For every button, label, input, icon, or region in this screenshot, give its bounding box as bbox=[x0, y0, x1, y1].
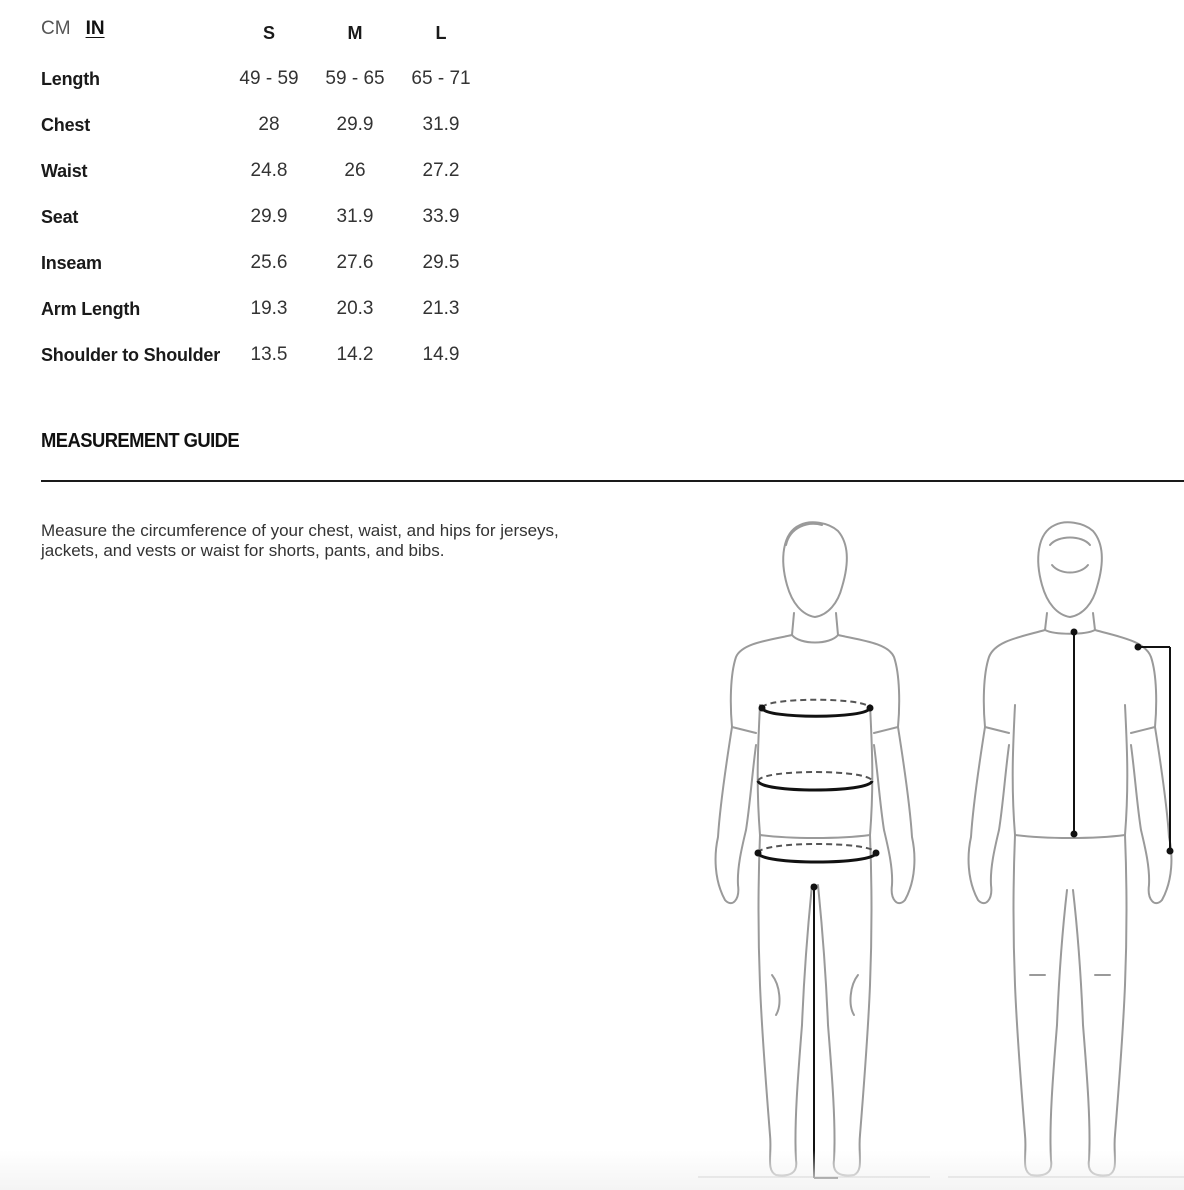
table-row bbox=[41, 228, 484, 274]
cell-value: 29.5 bbox=[422, 252, 460, 273]
row-label: Waist bbox=[41, 161, 88, 181]
size-header-row bbox=[41, 22, 484, 44]
size-header-l: L bbox=[435, 23, 447, 43]
measurement-guide-text: Measure the circumference of your chest, waist, and hips for jerseys, jackets, and vests or waist for shorts, pants, and bibs. bbox=[41, 521, 559, 560]
row-label: Shoulder to Shoulder bbox=[41, 345, 220, 365]
cell-value: 13.5 bbox=[250, 344, 288, 365]
size-header-s: S bbox=[262, 23, 275, 43]
cell-value: 20.3 bbox=[336, 298, 374, 319]
cell-value: 27.2 bbox=[422, 160, 460, 181]
table-row bbox=[41, 136, 484, 182]
table-row bbox=[41, 44, 484, 90]
cell-value: 26 bbox=[344, 160, 366, 181]
body-measurement-figure-icon bbox=[690, 505, 1184, 1185]
cell-value: 29.9 bbox=[336, 114, 374, 135]
row-label: Length bbox=[41, 69, 100, 89]
cell-value: 25.6 bbox=[250, 252, 288, 273]
cell-value: 49 - 59 bbox=[239, 68, 299, 89]
table-row bbox=[41, 182, 484, 228]
table-row bbox=[41, 90, 484, 136]
bottom-fade bbox=[0, 1150, 1184, 1190]
cell-value: 27.6 bbox=[336, 252, 374, 273]
cell-value: 14.2 bbox=[336, 344, 374, 365]
size-header-m: M bbox=[347, 23, 363, 43]
unit-in-button[interactable]: IN bbox=[85, 18, 105, 39]
cell-value: 24.8 bbox=[250, 160, 288, 181]
cell-value: 21.3 bbox=[422, 298, 460, 319]
measurement-guide-title: MEASUREMENT GUIDE bbox=[41, 430, 240, 452]
unit-cm-button[interactable]: CM bbox=[41, 18, 71, 39]
cell-value: 28 bbox=[258, 114, 280, 135]
table-row bbox=[41, 320, 484, 366]
cell-value: 14.9 bbox=[422, 344, 460, 365]
cell-value: 59 - 65 bbox=[325, 68, 385, 89]
cell-value: 65 - 71 bbox=[411, 68, 471, 89]
cell-value: 31.9 bbox=[336, 206, 374, 227]
row-label: Inseam bbox=[41, 253, 102, 273]
cell-value: 33.9 bbox=[422, 206, 460, 227]
header-spacer bbox=[41, 22, 226, 44]
divider bbox=[41, 480, 1184, 482]
row-label: Seat bbox=[41, 207, 79, 227]
row-label: Chest bbox=[41, 115, 91, 135]
size-chart-table bbox=[41, 22, 484, 366]
cell-value: 19.3 bbox=[250, 298, 288, 319]
cell-value: 29.9 bbox=[250, 206, 288, 227]
cell-value: 31.9 bbox=[422, 114, 460, 135]
row-label: Arm Length bbox=[41, 299, 140, 319]
table-row bbox=[41, 274, 484, 320]
